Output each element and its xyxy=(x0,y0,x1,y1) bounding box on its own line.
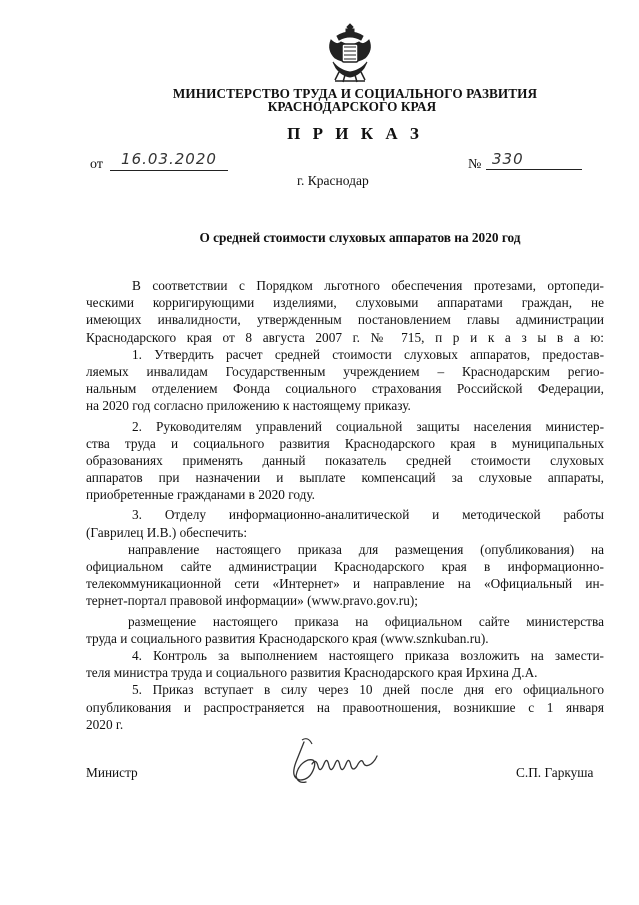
signatory-name: С.П. Гаркуша xyxy=(516,765,594,780)
text-line: труда и социального развития Краснодарского края (www.sznkuban.ru). xyxy=(86,630,489,646)
text-line: размещение настоящего приказа на официальном сайте министерства xyxy=(128,613,604,629)
paragraph-item-1 xyxy=(86,346,604,415)
paragraph-item-2 xyxy=(86,418,604,504)
signatory-role: Министр xyxy=(86,765,138,780)
text-line: приобретенные гражданами в 2020 году. xyxy=(86,487,315,503)
text-line: ческими корригирующими изделиями, слуховыми аппаратами граждан, не xyxy=(86,295,604,311)
handwritten-signature-icon xyxy=(282,730,392,790)
text-line: теля министра труда и социального развития Краснодарского края Ирхина Д.А. xyxy=(86,665,538,681)
text-line: ства труда и социального развития Краснодарского края в муниципальных xyxy=(86,435,604,451)
text-line: (Гаврилец И.В.) обеспечить: xyxy=(86,524,248,540)
ministry-name-line2: КРАСНОДАРСКОГО КРАЯ xyxy=(267,99,437,114)
number-label: № xyxy=(468,157,482,172)
date-label: от xyxy=(90,157,103,172)
paragraph-item-4 xyxy=(86,647,604,681)
paragraph-item-3-sub1 xyxy=(86,541,604,610)
city: г. Краснодар xyxy=(297,173,369,188)
paragraph-preamble xyxy=(86,277,604,346)
text-line: аппаратов при назначении и выплате компенсаций за слуховые аппараты, xyxy=(86,470,604,486)
coat-of-arms-emblem-icon xyxy=(325,22,375,84)
text-line: имеющих инвалидности, утвержденным постановлением главы администрации xyxy=(86,312,604,328)
text-line: тернет-портал правовой информации» (www.pravo.gov.ru); xyxy=(86,593,418,609)
ministry-name-line1: МИНИСТЕРСТВО ТРУДА И СОЦИАЛЬНОГО РАЗВИТИЯ xyxy=(172,86,538,101)
number-value: 330 xyxy=(486,148,582,170)
text-line: образованиях применять данный показатель средней стоимости слуховых xyxy=(86,452,604,468)
order-title: П Р И К А З xyxy=(287,124,423,143)
text-line: телекоммуникационной сети «Интернет» и направление на «Официальный ин- xyxy=(86,576,604,592)
text-line: официальном сайте администрации Краснодарского края в информационно- xyxy=(86,559,604,574)
document-body xyxy=(86,277,604,733)
text-line: опубликования и распространяется на правоотношения, возникшие с 1 января xyxy=(86,699,604,715)
text-line: 4. Контроль за выполнением настоящего приказа возложить на замести- xyxy=(132,647,604,663)
paragraph-item-3 xyxy=(86,506,604,540)
paragraph-item-3-sub2 xyxy=(86,613,604,647)
text-line: В соответствии с Порядком льготного обеспечения протезами, ортопеди- xyxy=(132,278,604,293)
text-line: 5. Приказ вступает в силу через 10 дней после дня его официального xyxy=(132,682,604,698)
text-line: 2020 г. xyxy=(86,716,124,732)
text-line: 1. Утвердить расчет средней стоимости слуховых аппаратов, предостав- xyxy=(132,346,604,362)
date-value: 16.03.2020 xyxy=(110,148,228,171)
document-subject: О средней стоимости слуховых аппаратов на 2020 год xyxy=(199,230,521,245)
text-line: 2. Руководителям управлений социальной защиты населения министер- xyxy=(132,418,604,434)
text-line: ляемых инвалидам Государственным учреждением – Краснодарским регио- xyxy=(86,363,604,379)
text-line: 3. Отделу информационно-аналитической и методической работы xyxy=(132,507,604,523)
text-line: на 2020 год согласно приложению к настоящему приказу. xyxy=(86,398,411,414)
text-line: нальным отделением Фонда социального страхования Российской Федерации, xyxy=(86,381,604,397)
text-line: Краснодарского края от 8 августа 2007 г. № 715, п р и к а з ы в а ю: xyxy=(86,329,604,345)
paragraph-item-5 xyxy=(86,681,604,733)
text-line: направление настоящего приказа для размещения (опубликования) на xyxy=(128,541,604,557)
